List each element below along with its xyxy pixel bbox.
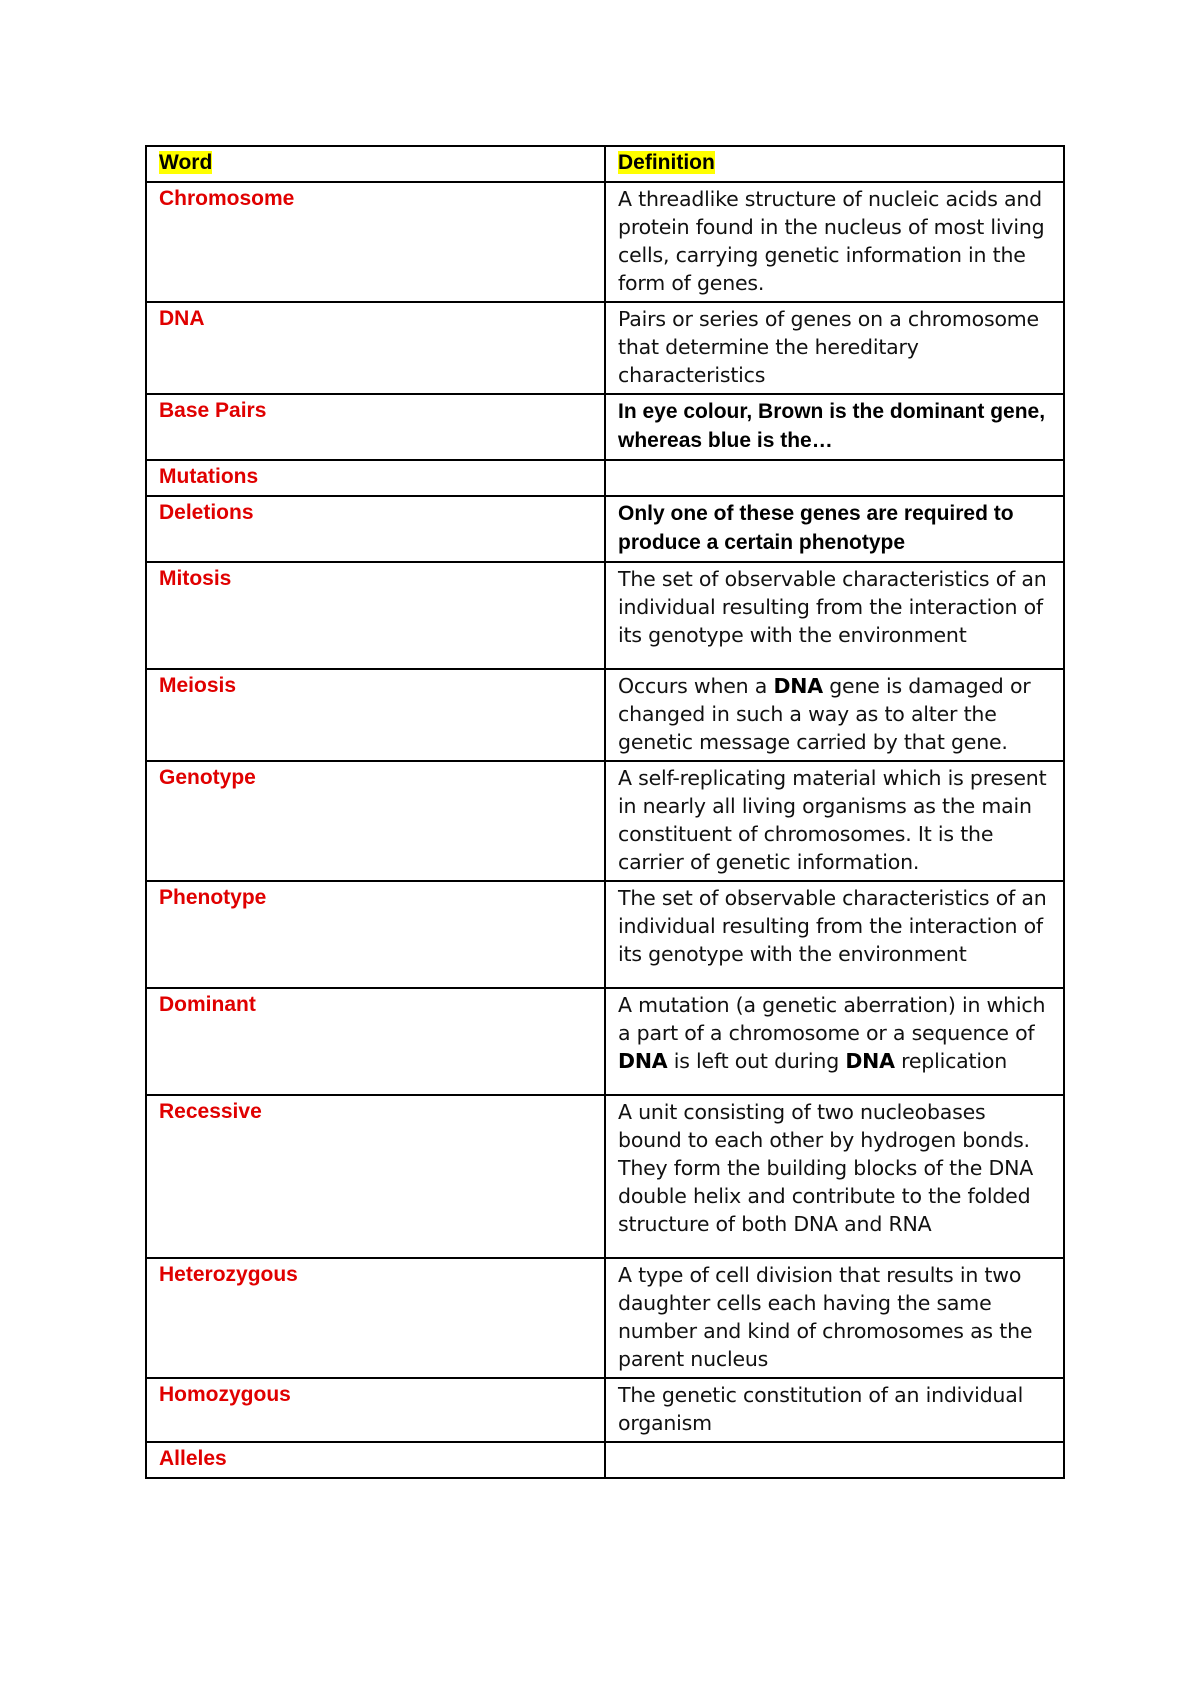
definition-text: The set of observable characteristics of an individual resulting from the interaction of its genotype with the environment [618,567,1047,647]
word-term: Recessive [159,1100,262,1123]
definition-cell [605,496,1064,562]
definition-text: A threadlike structure of nucleic acids and protein found in the nucleus of most living cells, carrying genetic information in the form of genes. [618,187,1045,295]
word-cell [146,1095,605,1258]
word-cell [146,562,605,669]
word-cell [146,394,605,460]
word-term: Genotype [159,766,256,789]
definition-cell [605,1378,1064,1442]
definition-text: A unit consisting of two nucleobases bound to each other by hydrogen bonds. They form the building blocks of the DNA double helix and contribute to the folded structure of both DNA and RNA [618,1100,1034,1236]
header-word: Word [159,151,213,174]
word-cell [146,1442,605,1478]
definition-text: The genetic constitution of an individual organism [618,1383,1024,1435]
word-cell [146,496,605,562]
definition-cell [605,302,1064,394]
word-term: Dominant [159,993,256,1016]
table-row [146,460,1064,496]
table-row [146,394,1064,460]
table-row [146,1258,1064,1378]
table-row [146,182,1064,302]
word-term: Chromosome [159,187,295,210]
definition-text: Pairs or series of genes on a chromosome that determine the hereditary characteristics [618,307,1039,387]
definition-cell [605,988,1064,1095]
definition-text: A self-replicating material which is present in nearly all living organisms as the main constituent of chromosomes. It is the carrier of genetic information. [618,766,1047,874]
header-definition-cell [605,146,1064,182]
table-row [146,496,1064,562]
definition-text: The set of observable characteristics of an individual resulting from the interaction of its genotype with the environment [618,886,1047,966]
word-cell [146,1378,605,1442]
word-cell [146,881,605,988]
table-header-row [146,146,1064,182]
definition-cell [605,881,1064,988]
word-cell [146,302,605,394]
word-term: Meiosis [159,674,237,697]
table-row [146,1378,1064,1442]
definition-cell [605,394,1064,460]
word-term: Mutations [159,465,259,488]
table-row [146,1442,1064,1478]
definition-cell [605,669,1064,761]
word-cell [146,988,605,1095]
word-cell [146,1258,605,1378]
definition-cell [605,562,1064,669]
word-term: Base Pairs [159,399,267,422]
word-term: Alleles [159,1447,227,1470]
word-cell [146,460,605,496]
definition-text: A mutation (a genetic aberration) in which a part of a chromosome or a sequence of DNA is left out during DNA replication [618,993,1046,1073]
definition-text: In eye colour, Brown is the dominant gene, whereas blue is the… [618,400,1046,452]
word-cell [146,669,605,761]
table-row [146,669,1064,761]
table-row [146,562,1064,669]
vocabulary-table [145,145,1065,1479]
word-term: Deletions [159,501,254,524]
word-cell [146,182,605,302]
header-definition: Definition [618,151,715,174]
word-term: Mitosis [159,567,232,590]
header-word-cell [146,146,605,182]
table-row [146,988,1064,1095]
definition-cell [605,1442,1064,1478]
definition-cell [605,761,1064,881]
word-term: Phenotype [159,886,267,909]
word-term: DNA [159,307,205,330]
definition-text: Occurs when a DNA gene is damaged or changed in such a way as to alter the genetic message carried by that gene. [618,674,1031,754]
definition-text: Only one of these genes are required to produce a certain phenotype [618,502,1014,554]
table-row [146,1095,1064,1258]
definition-cell [605,182,1064,302]
table-row [146,302,1064,394]
word-term: Heterozygous [159,1263,298,1286]
definition-text: A type of cell division that results in two daughter cells each having the same number and kind of chromosomes as the parent nucleus [618,1263,1033,1371]
word-cell [146,761,605,881]
word-term: Homozygous [159,1383,291,1406]
table-row [146,881,1064,988]
table-row [146,761,1064,881]
definition-cell [605,460,1064,496]
definition-cell [605,1095,1064,1258]
definition-cell [605,1258,1064,1378]
